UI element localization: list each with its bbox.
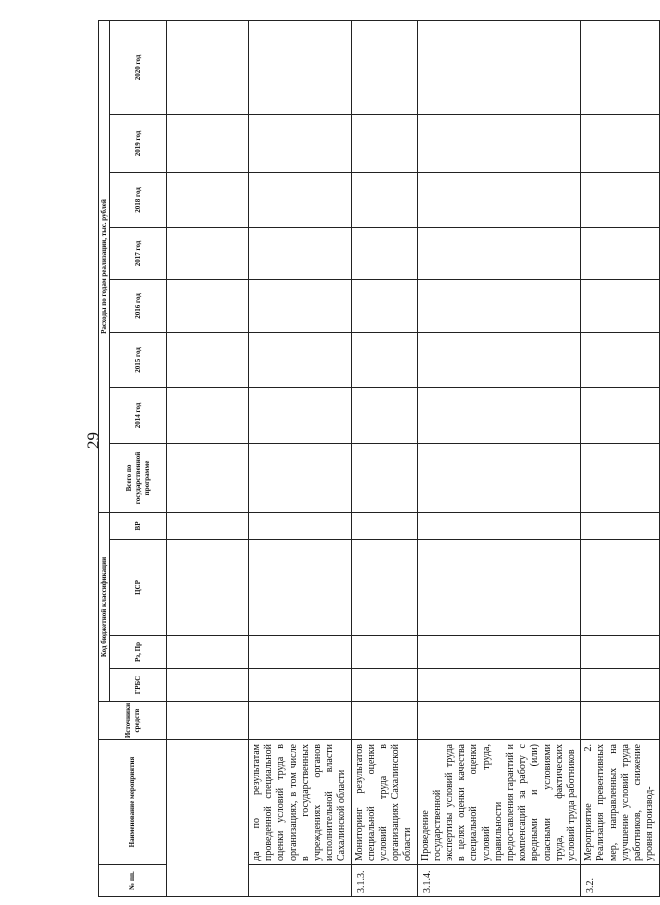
- cell: [581, 20, 659, 114]
- cell: [167, 114, 249, 172]
- row-number: 3.1.4.: [417, 865, 581, 897]
- cell: [417, 114, 581, 172]
- header-source: Источники средств: [99, 702, 167, 740]
- cell: [581, 279, 659, 332]
- cell: [167, 702, 249, 740]
- table-row: [167, 20, 249, 896]
- header-year-2017: 2017 год: [110, 227, 167, 279]
- header-grbs: ГРБС: [110, 669, 167, 702]
- header-rzpr: Рз, Пр: [110, 636, 167, 669]
- row-description: Мероприятие 2. Реализация превентивных мер, направленных на улучшение условий труда работников, снижение уровня производ-: [581, 740, 659, 865]
- cell: [249, 540, 352, 636]
- header-row-1: [99, 20, 110, 896]
- cell: [351, 702, 417, 740]
- cell: [249, 20, 352, 114]
- cell: [249, 443, 352, 512]
- cell: [581, 636, 659, 669]
- cell: [351, 172, 417, 227]
- cell: [167, 512, 249, 539]
- cell: [417, 636, 581, 669]
- cell: [167, 540, 249, 636]
- program-expenses-table: [98, 20, 660, 897]
- row-number: 3.2.: [581, 865, 659, 897]
- cell: [351, 443, 417, 512]
- cell: [351, 279, 417, 332]
- rotated-table-wrapper: [98, 21, 656, 897]
- header-name: Наименование мероприятия: [99, 740, 167, 865]
- cell: [249, 332, 352, 387]
- cell: [249, 114, 352, 172]
- cell: [351, 332, 417, 387]
- header-expenses: Расходы по годам реализации, тыс. рублей: [99, 20, 110, 512]
- header-year-2016: 2016 год: [110, 279, 167, 332]
- cell: [167, 279, 249, 332]
- cell: [581, 387, 659, 443]
- row-description: да по результатам проведенной специальной оценки условий труда в организациях, в том числе в государственных учреждениях органов исполнительной власти Сахалинской области: [249, 740, 352, 865]
- cell: [417, 443, 581, 512]
- cell: [581, 540, 659, 636]
- cell: [167, 669, 249, 702]
- cell: [249, 636, 352, 669]
- cell: [417, 702, 581, 740]
- cell: [167, 443, 249, 512]
- cell: [417, 669, 581, 702]
- cell: [167, 387, 249, 443]
- cell: [167, 332, 249, 387]
- cell: [417, 332, 581, 387]
- cell: [167, 20, 249, 114]
- header-year-2018: 2018 год: [110, 172, 167, 227]
- page-number: 29: [83, 432, 103, 449]
- cell: [417, 540, 581, 636]
- table-row: [351, 20, 417, 896]
- cell: [249, 227, 352, 279]
- cell: [351, 227, 417, 279]
- cell: [581, 512, 659, 539]
- cell: [581, 172, 659, 227]
- cell: [417, 227, 581, 279]
- cell: [581, 669, 659, 702]
- cell: [417, 279, 581, 332]
- cell: [581, 702, 659, 740]
- header-total: Всего по государственной программе: [110, 443, 167, 512]
- table-row: [581, 20, 659, 896]
- cell: [249, 669, 352, 702]
- header-vr: ВР: [110, 512, 167, 539]
- row-description: Проведение государственной экспертизы условий труда в целях оценки качества специальной оценки условий труда, правильности предоставления гарантий и компенсаций за работу с вредными и (или) опасными условиями труда, фактических условий труда работников: [417, 740, 581, 865]
- cell: [167, 227, 249, 279]
- cell: [167, 636, 249, 669]
- cell: [249, 387, 352, 443]
- cell: [581, 227, 659, 279]
- row-description: Мониторинг результатов специальной оценки условий труда в организациях Сахалинской области: [351, 740, 417, 865]
- cell: [417, 20, 581, 114]
- cell: [249, 702, 352, 740]
- header-year-2020: 2020 год: [110, 20, 167, 114]
- cell: [581, 443, 659, 512]
- table-row: [249, 20, 352, 896]
- header-num: № пп.: [99, 865, 167, 897]
- cell: [417, 387, 581, 443]
- cell: [249, 512, 352, 539]
- cell: [249, 279, 352, 332]
- table-row: [417, 20, 581, 896]
- cell: [351, 387, 417, 443]
- cell: [351, 540, 417, 636]
- header-year-2015: 2015 год: [110, 332, 167, 387]
- header-budget-code: Код бюджетной классификации: [99, 512, 110, 701]
- cell: [351, 512, 417, 539]
- header-csr: ЦСР: [110, 540, 167, 636]
- cell: [417, 512, 581, 539]
- cell: [351, 669, 417, 702]
- header-year-2019: 2019 год: [110, 114, 167, 172]
- row-number: [249, 865, 352, 897]
- cell: [167, 172, 249, 227]
- cell: [581, 332, 659, 387]
- cell: [249, 172, 352, 227]
- header-year-2014: 2014 год: [110, 387, 167, 443]
- cell: [417, 172, 581, 227]
- spacer-cell: [167, 740, 249, 897]
- row-number: 3.1.3.: [351, 865, 417, 897]
- cell: [581, 114, 659, 172]
- cell: [351, 114, 417, 172]
- cell: [351, 20, 417, 114]
- cell: [351, 636, 417, 669]
